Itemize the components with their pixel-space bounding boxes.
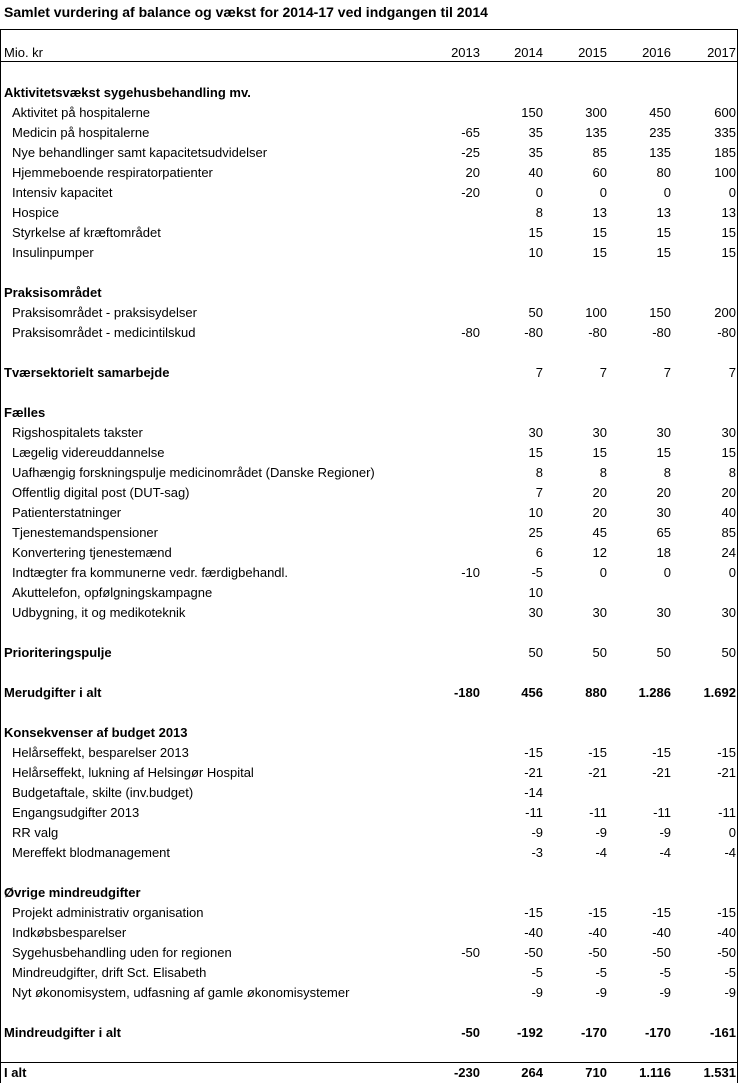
total-row <box>0 1023 738 1043</box>
value-cell-2016: 15 <box>656 225 671 240</box>
value-cell-2016: 13 <box>656 205 671 220</box>
value-cell-2014: 0 <box>535 185 543 200</box>
row-label: Nyt økonomisystem, udfasning af gamle økonomisystemer <box>12 985 350 1000</box>
value-cell-2013: -50 <box>461 945 480 960</box>
section-header-row <box>0 283 738 303</box>
value-cell-2017: 1.692 <box>703 685 736 700</box>
value-cell-2017: -80 <box>717 325 736 340</box>
spacer-row <box>0 663 738 683</box>
year-header-2015: 2015 <box>578 45 607 60</box>
value-cell-2014: 10 <box>528 505 543 520</box>
value-cell-2014: 7 <box>535 365 543 380</box>
value-cell-2016: 150 <box>649 305 671 320</box>
value-cell-2015: 30 <box>592 425 607 440</box>
value-cell-2017: 15 <box>721 245 736 260</box>
value-cell-2016: -170 <box>644 1025 671 1040</box>
value-cell-2015: -50 <box>588 945 607 960</box>
value-cell-2015: -15 <box>588 745 607 760</box>
value-cell-2015: 15 <box>592 445 607 460</box>
value-cell-2015: 30 <box>592 605 607 620</box>
budget-table <box>0 43 738 1083</box>
value-cell-2015: -11 <box>589 805 607 820</box>
value-cell-2014: -15 <box>524 905 543 920</box>
section-header-row <box>0 723 738 743</box>
row-label: Medicin på hospitalerne <box>12 125 150 140</box>
table-row <box>0 123 738 143</box>
value-cell-2016: -40 <box>652 925 671 940</box>
value-cell-2016: -50 <box>652 945 671 960</box>
row-label: Udbygning, it og medikoteknik <box>12 605 186 620</box>
row-label: Mindreudgifter i alt <box>4 1025 121 1040</box>
value-cell-2015: 60 <box>592 165 607 180</box>
table-row <box>0 783 738 803</box>
value-cell-2015: -21 <box>588 765 607 780</box>
table-row <box>0 903 738 923</box>
value-cell-2015: 880 <box>585 685 607 700</box>
value-cell-2017: 20 <box>721 485 736 500</box>
value-cell-2017: -40 <box>717 925 736 940</box>
table-row <box>0 183 738 203</box>
table-header-row <box>0 43 738 63</box>
value-cell-2016: 30 <box>656 605 671 620</box>
value-cell-2017: 100 <box>714 165 736 180</box>
table-row <box>0 443 738 463</box>
value-cell-2015: 0 <box>599 185 607 200</box>
value-cell-2015: 12 <box>592 545 607 560</box>
value-cell-2014: -40 <box>524 925 543 940</box>
row-label: Fælles <box>4 405 46 420</box>
year-header-2013: 2013 <box>451 45 480 60</box>
row-label: Mereffekt blodmanagement <box>12 845 171 860</box>
value-cell-2014: 25 <box>528 525 543 540</box>
row-label: Prioriteringspulje <box>4 645 112 660</box>
value-cell-2015: 710 <box>585 1065 607 1080</box>
value-cell-2016: 15 <box>656 445 671 460</box>
row-label: Projekt administrativ organisation <box>12 905 204 920</box>
row-label: Tværsektorielt samarbejde <box>4 365 170 380</box>
table-row <box>0 823 738 843</box>
value-cell-2016: 1.286 <box>638 685 671 700</box>
unit-label: Mio. kr <box>4 45 43 60</box>
row-label: I alt <box>4 1065 27 1080</box>
row-label: Tjenestemandspensioner <box>12 525 158 540</box>
value-cell-2014: 50 <box>528 645 543 660</box>
row-label: Praksisområdet - praksisydelser <box>12 305 197 320</box>
row-label: Offentlig digital post (DUT-sag) <box>12 485 190 500</box>
spacer-row <box>0 1043 738 1063</box>
value-cell-2017: -15 <box>717 905 736 920</box>
value-cell-2016: 30 <box>656 425 671 440</box>
row-label: Styrkelse af kræftområdet <box>12 225 161 240</box>
value-cell-2015: 20 <box>592 485 607 500</box>
row-label: Lægelig videreuddannelse <box>12 445 165 460</box>
value-cell-2017: 0 <box>728 825 736 840</box>
value-cell-2015: 8 <box>599 465 607 480</box>
section-header-row <box>0 643 738 663</box>
table-row <box>0 803 738 823</box>
value-cell-2015: 0 <box>599 565 607 580</box>
value-cell-2014: 8 <box>535 465 543 480</box>
value-cell-2014: 30 <box>528 425 543 440</box>
value-cell-2014: -15 <box>524 745 543 760</box>
row-label: Øvrige mindreudgifter <box>4 885 141 900</box>
value-cell-2016: -80 <box>652 325 671 340</box>
value-cell-2016: 7 <box>663 365 671 380</box>
value-cell-2015: -80 <box>588 325 607 340</box>
table-row <box>0 583 738 603</box>
section-header-row <box>0 83 738 103</box>
value-cell-2015: 15 <box>592 225 607 240</box>
value-cell-2016: 18 <box>656 545 671 560</box>
value-cell-2017: 7 <box>728 365 736 380</box>
value-cell-2017: -50 <box>717 945 736 960</box>
table-row <box>0 423 738 443</box>
table-row <box>0 163 738 183</box>
value-cell-2016: 135 <box>649 145 671 160</box>
row-label: Akuttelefon, opfølgningskampagne <box>12 585 213 600</box>
value-cell-2017: 0 <box>728 565 736 580</box>
spacer-row <box>0 263 738 283</box>
year-header-2014: 2014 <box>514 45 543 60</box>
value-cell-2013: -65 <box>461 125 480 140</box>
value-cell-2017: 200 <box>714 305 736 320</box>
value-cell-2015: -40 <box>588 925 607 940</box>
year-header-2016: 2016 <box>642 45 671 60</box>
value-cell-2016: -21 <box>652 765 671 780</box>
value-cell-2014: 10 <box>528 585 543 600</box>
value-cell-2015: -170 <box>580 1025 607 1040</box>
value-cell-2017: 13 <box>721 205 736 220</box>
value-cell-2017: 8 <box>728 465 736 480</box>
row-label: Patienterstatninger <box>12 505 122 520</box>
value-cell-2017: 30 <box>721 605 736 620</box>
value-cell-2014: -11 <box>525 805 543 820</box>
value-cell-2016: -9 <box>659 825 671 840</box>
spacer-row <box>0 703 738 723</box>
value-cell-2014: 8 <box>535 205 543 220</box>
year-header-2017: 2017 <box>707 45 736 60</box>
value-cell-2014: 35 <box>528 125 543 140</box>
value-cell-2014: 150 <box>521 105 543 120</box>
table-row <box>0 763 738 783</box>
value-cell-2016: 30 <box>656 505 671 520</box>
value-cell-2014: -3 <box>531 845 543 860</box>
grand-total-row <box>0 1063 738 1083</box>
row-label: Insulinpumper <box>12 245 94 260</box>
value-cell-2016: 8 <box>663 465 671 480</box>
row-label: Konvertering tjenestemænd <box>12 545 172 560</box>
value-cell-2016: 50 <box>656 645 671 660</box>
table-row <box>0 323 738 343</box>
table-row <box>0 203 738 223</box>
value-cell-2013: -50 <box>461 1025 480 1040</box>
value-cell-2017: 30 <box>721 425 736 440</box>
title-divider <box>0 29 738 30</box>
value-cell-2014: -14 <box>524 785 543 800</box>
value-cell-2017: 1.531 <box>703 1065 736 1080</box>
value-cell-2016: -15 <box>652 905 671 920</box>
table-body <box>0 63 738 1083</box>
spacer-row <box>0 1003 738 1023</box>
row-label: Indtægter fra kommunerne vedr. færdigbehandl. <box>12 565 289 580</box>
row-label: Praksisområdet - medicintilskud <box>12 325 196 340</box>
value-cell-2016: 65 <box>656 525 671 540</box>
value-cell-2014: -9 <box>531 985 543 1000</box>
table-row <box>0 143 738 163</box>
table-row <box>0 463 738 483</box>
value-cell-2013: -25 <box>461 145 480 160</box>
value-cell-2016: -11 <box>653 805 671 820</box>
value-cell-2014: 6 <box>535 545 543 560</box>
value-cell-2013: -180 <box>453 685 480 700</box>
value-cell-2016: -5 <box>659 965 671 980</box>
table-row <box>0 303 738 323</box>
value-cell-2017: 15 <box>721 445 736 460</box>
row-label: Merudgifter i alt <box>4 685 102 700</box>
row-label: Engangsudgifter 2013 <box>12 805 140 820</box>
value-cell-2014: 7 <box>535 485 543 500</box>
value-cell-2017: 40 <box>721 505 736 520</box>
value-cell-2013: -80 <box>461 325 480 340</box>
row-label: Hjemmeboende respiratorpatienter <box>12 165 213 180</box>
row-label: Nye behandlinger samt kapacitetsudvidelser <box>12 145 268 160</box>
row-label: Budgetaftale, skilte (inv.budget) <box>12 785 194 800</box>
table-row <box>0 503 738 523</box>
section-header-row <box>0 363 738 383</box>
value-cell-2017: -161 <box>709 1025 736 1040</box>
value-cell-2014: 10 <box>528 245 543 260</box>
value-cell-2014: 35 <box>528 145 543 160</box>
value-cell-2013: -230 <box>453 1065 480 1080</box>
row-label: Mindreudgifter, drift Sct. Elisabeth <box>12 965 207 980</box>
value-cell-2015: -9 <box>595 985 607 1000</box>
value-cell-2014: -21 <box>524 765 543 780</box>
row-label: Hospice <box>12 205 59 220</box>
table-row <box>0 983 738 1003</box>
row-label: Praksisområdet <box>4 285 102 300</box>
value-cell-2013: -20 <box>461 185 480 200</box>
value-cell-2017: -4 <box>724 845 736 860</box>
value-cell-2014: -50 <box>524 945 543 960</box>
value-cell-2016: 80 <box>656 165 671 180</box>
value-cell-2016: 15 <box>656 245 671 260</box>
value-cell-2016: 20 <box>656 485 671 500</box>
value-cell-2014: 50 <box>528 305 543 320</box>
value-cell-2015: 300 <box>585 105 607 120</box>
value-cell-2015: -9 <box>595 825 607 840</box>
row-label: Aktivitet på hospitalerne <box>12 105 151 120</box>
value-cell-2016: -9 <box>659 985 671 1000</box>
table-row <box>0 523 738 543</box>
row-label: Konsekvenser af budget 2013 <box>4 725 188 740</box>
value-cell-2017: -11 <box>718 805 736 820</box>
table-row <box>0 943 738 963</box>
value-cell-2017: -5 <box>724 965 736 980</box>
value-cell-2017: -15 <box>717 745 736 760</box>
value-cell-2017: -9 <box>724 985 736 1000</box>
value-cell-2015: -15 <box>588 905 607 920</box>
value-cell-2015: 100 <box>585 305 607 320</box>
row-label: Aktivitetsvækst sygehusbehandling mv. <box>4 85 251 100</box>
value-cell-2014: -5 <box>531 965 543 980</box>
value-cell-2015: 135 <box>585 125 607 140</box>
value-cell-2017: 85 <box>721 525 736 540</box>
value-cell-2017: 24 <box>721 545 736 560</box>
spacer-row <box>0 383 738 403</box>
value-cell-2017: -21 <box>717 765 736 780</box>
value-cell-2014: -9 <box>531 825 543 840</box>
spacer-row <box>0 863 738 883</box>
value-cell-2016: 0 <box>663 565 671 580</box>
table-row <box>0 843 738 863</box>
value-cell-2014: -80 <box>524 325 543 340</box>
row-label: Uafhængig forskningspulje medicinområdet (Danske Regioner) <box>12 465 375 480</box>
spacer-row <box>0 623 738 643</box>
row-label: Sygehusbehandling uden for regionen <box>12 945 232 960</box>
value-cell-2014: 264 <box>521 1065 543 1080</box>
row-label: RR valg <box>12 825 59 840</box>
value-cell-2016: 235 <box>649 125 671 140</box>
page-title: Samlet vurdering af balance og vækst for 2014-17 ved indgangen til 2014 <box>4 4 488 20</box>
value-cell-2016: 1.116 <box>639 1065 671 1080</box>
value-cell-2016: -4 <box>659 845 671 860</box>
value-cell-2017: 600 <box>714 105 736 120</box>
value-cell-2014: 15 <box>528 225 543 240</box>
value-cell-2013: -10 <box>461 565 480 580</box>
value-cell-2015: 7 <box>599 365 607 380</box>
row-label: Indkøbsbesparelser <box>12 925 127 940</box>
value-cell-2015: 20 <box>592 505 607 520</box>
value-cell-2017: 185 <box>714 145 736 160</box>
value-cell-2014: 15 <box>528 445 543 460</box>
spacer-row <box>0 343 738 363</box>
value-cell-2014: -192 <box>516 1025 543 1040</box>
value-cell-2013: 20 <box>465 165 480 180</box>
value-cell-2014: 30 <box>528 605 543 620</box>
total-row <box>0 683 738 703</box>
table-row <box>0 103 738 123</box>
row-label: Helårseffekt, besparelser 2013 <box>12 745 189 760</box>
value-cell-2014: 456 <box>521 685 543 700</box>
table-row <box>0 243 738 263</box>
table-row <box>0 923 738 943</box>
value-cell-2015: 15 <box>592 245 607 260</box>
value-cell-2016: 0 <box>663 185 671 200</box>
row-label: Helårseffekt, lukning af Helsingør Hospital <box>12 765 254 780</box>
spacer-row <box>0 63 738 83</box>
value-cell-2015: 45 <box>592 525 607 540</box>
value-cell-2016: -15 <box>652 745 671 760</box>
value-cell-2017: 50 <box>721 645 736 660</box>
value-cell-2015: 85 <box>592 145 607 160</box>
section-header-row <box>0 403 738 423</box>
value-cell-2017: 15 <box>721 225 736 240</box>
value-cell-2015: -5 <box>595 965 607 980</box>
table-row <box>0 603 738 623</box>
row-label: Intensiv kapacitet <box>12 185 113 200</box>
value-cell-2014: -5 <box>531 565 543 580</box>
table-row <box>0 963 738 983</box>
table-row <box>0 483 738 503</box>
table-row <box>0 223 738 243</box>
value-cell-2015: 50 <box>592 645 607 660</box>
value-cell-2014: 40 <box>528 165 543 180</box>
section-header-row <box>0 883 738 903</box>
value-cell-2015: 13 <box>592 205 607 220</box>
value-cell-2016: 450 <box>649 105 671 120</box>
value-cell-2017: 0 <box>728 185 736 200</box>
table-row <box>0 543 738 563</box>
table-row <box>0 743 738 763</box>
value-cell-2017: 335 <box>714 125 736 140</box>
table-row <box>0 563 738 583</box>
value-cell-2015: -4 <box>595 845 607 860</box>
row-label: Rigshospitalets takster <box>12 425 143 440</box>
